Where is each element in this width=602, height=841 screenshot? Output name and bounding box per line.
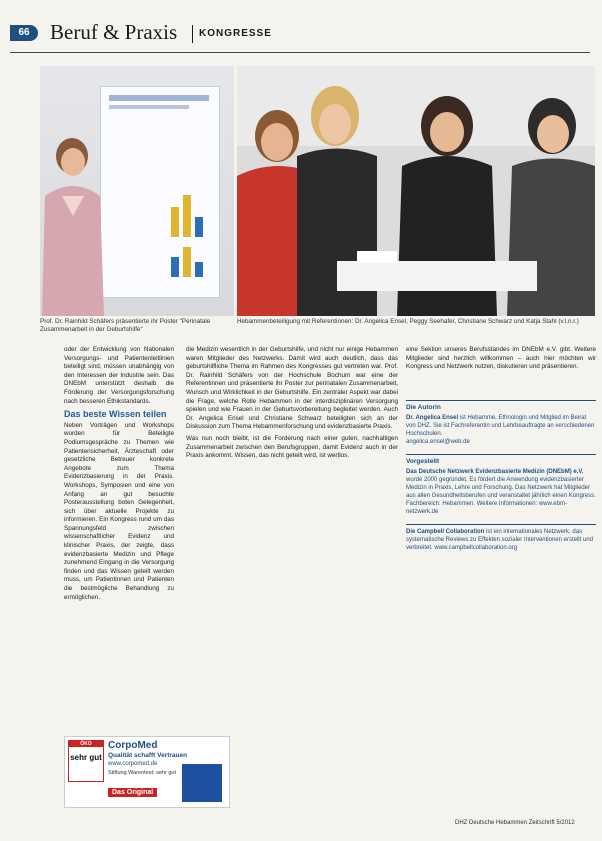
section-title: Beruf & Praxis: [50, 20, 178, 44]
header-rule: [10, 52, 590, 53]
ad-tagline: Qualität schafft Vertrauen: [108, 752, 188, 759]
ad-url[interactable]: www.corpomed.de: [108, 761, 158, 767]
col3-body: eine Sektion unseres Berufsstandes im DNEbM e.V. gibt. Weitere Mitglieder sind herzlich willkommen – auch hier möchten wir Kongress und Netzwerk nutzen, diskutieren und präsentieren.: [406, 346, 596, 371]
network-box: [406, 454, 596, 516]
info-sidebar: [406, 400, 596, 560]
author-text: ist Hebamme, Ethnologin und Mitglied im Beirat von DHZ. Sie ist Fachreferentin und Lehrbeauftragte an verschiedenen Hochschulen.: [406, 415, 595, 437]
group-photo: [237, 66, 595, 316]
ad-claim: Stiftung Warentest: sehr gut: [108, 770, 176, 776]
col2-end: Was nun noch bleibt, ist die Forderung nach einer guten, nachhaltigen Zusammenarbeit zwischen den Berufsgruppen, damit Evidenz auch in der Praxis ankommt. Wissen, das nicht geteilt wird, ist wertlos.: [186, 434, 398, 460]
collab-text: ist ein internationales Netzwerk, das systematische Reviews zu Effekten sozialer Interventionen erstellt und verbreitet. www.campbellcollaboration.org: [406, 529, 593, 551]
article-column-3: [406, 346, 596, 396]
col1-intro: oder der Entwicklung von Nationalen Versorgungs- und Patientenleitlinien beteiligt sind, müssen unabhängig von den Interessen der Industrie sein. Das DNEbM unterstützt deshalb die Förderung der Versorgungsforschung nach besseren Ethikstandards.: [64, 346, 174, 405]
section-heading: Das beste Wissen teilen: [64, 409, 167, 420]
author-box-title: Die Autorin: [406, 404, 441, 411]
ad-brand: CorpoMed: [108, 740, 158, 751]
page-number: 66: [10, 25, 38, 41]
author-name: Dr. Angelica Ensel: [406, 415, 459, 421]
presenter-figure: [40, 136, 106, 316]
badge-label: sehr gut: [70, 753, 102, 762]
poster-board: [100, 86, 220, 298]
subsection-title: KONGRESSE: [199, 28, 272, 39]
page-header: [10, 22, 595, 52]
col1-body: Neben Vorträgen und Workshops wurden für Beteiligte Podiumsgespräche zu Themen wie Patientensicherheit, Ärzteschaft oder gesetzliche Betreuer konkrete Angebote zum Thema Evidenzbasierung in der Praxis. Workshops, Symposien und eine von Anfang an gut besuchte Posterausstellung boten Gelegenheit, sich über aktuelle Projekte zu informieren. Ein Kongress rund um das Spannungsfeld zwischen wissenschaftlicher Evidenz und klinischer Praxis, der zeigte, dass evidenzbasierte Medizin und Pflege zunehmend Eingang in die Versorgung finden und das Wissen geteilt werden muss, um Patientinnen und Patienten die bestmögliche Behandlung zu ermöglichen.: [64, 421, 174, 601]
caption-right: Hebammenbeteiligung mit Referentinnen: Dr. Angelica Ensel, Peggy Seehafer, Christiane Schwarz und Katja Stahl (v.l.n.r.): [237, 318, 579, 325]
ad-original-label: Das Original: [108, 788, 157, 797]
author-box: [406, 400, 596, 446]
test-badge: ÖKO sehr gut: [68, 740, 104, 782]
poster-photo: [40, 66, 234, 316]
group-figures: [237, 66, 595, 316]
col2-body: die Medizin wesentlich in der Geburtshilfe, und nicht nur einige Hebammen waren Mitglieder des Netzwerks. Damit wird auch deutlich, dass das geburtshilfliche Thema im Rahmen des Kongresses gut vertreten war. Prof. Dr. Rainhild Schäfers von der Hochschule Bochum war eine der Referentinnen und präsentierte ihr Poster zur perinatalen Zusammenarbeit, Wunsch und Wirklichkeit in der Geburtshilfe. Ein zentraler Aspekt war dabei die Frage, welche Rolle Hebammen in der interdisziplinären Versorgung spielen und wie Frauen in der Geburtsvorbereitung begleitet werden. Auch Dr. Angelica Ensel und Christiane Schwarz beteiligten sich an der Diskussion zum Thema Hebammenforschung und evidenzbasierte Praxis.: [186, 346, 398, 431]
header-divider: [192, 25, 193, 43]
collab-title: Die Campbell Collaboration: [406, 529, 485, 535]
author-email[interactable]: angelica.ensel@web.de: [406, 439, 470, 445]
article-column-1: [64, 346, 174, 732]
product-pack: [182, 764, 222, 802]
network-box-title: Vorgestellt: [406, 458, 440, 465]
page-footer: DHZ Deutsche Hebammen Zeitschrift 5/2012: [455, 820, 575, 826]
network-text: wurde 2000 gegründet. Es fördert die Anwendung evidenzbasierter Medizin in Praxis, Lehre und Forschung. Das Netzwerk hat Mitglieder aus allen Gesundheitsberufen und veranstaltet jährlich einen Kongress. Fachbereich: Hebammen. Weitere Informationen: www.ebm-netzwerk.de: [406, 477, 596, 515]
corpomed-advertisement[interactable]: [64, 736, 228, 806]
collab-box: [406, 524, 596, 552]
caption-left: Prof. Dr. Rainhild Schäfers präsentierte ihr Poster "Perinatale Zusammenarbeit in der Geburtshilfe": [40, 318, 211, 333]
network-name: Das Deutsche Netzwerk Evidenzbasierte Medizin (DNEbM) e.V.: [406, 469, 584, 475]
